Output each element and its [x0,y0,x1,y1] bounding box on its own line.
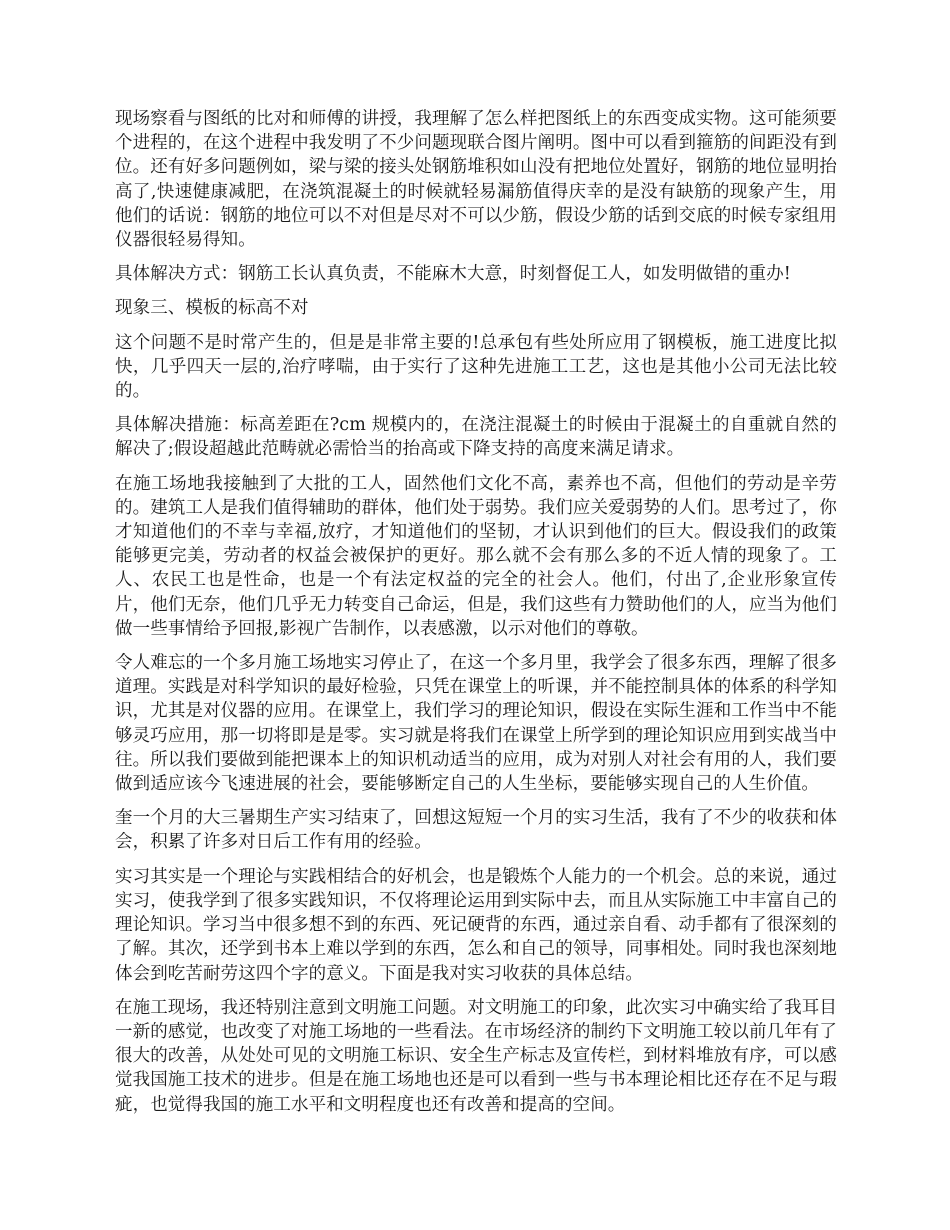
paragraph-rebar-observation: 现场察看与图纸的比对和师傅的讲授，我理解了怎么样把图纸上的东西变成实物。这可能须要个进程的，在这个进程中我发明了不少问题现联合图片阐明。图中可以看到箍筋的间距没有到位。还有好多问题例如，梁与梁的接头处钢筋堆积如山没有把地位处置好，钢筋的地位显明抬高了,快速健康减肥，在浇筑混凝土的时候就轻易漏筋值得庆幸的是没有缺筋的现象产生，用他们的话说：钢筋的地位可以不对但是尽对不可以少筋，假设少筋的话到交底的时候专家组用仪器很轻易得知。 [115,109,837,251]
paragraph-rebar-solution: 具体解决方式：钢筋工长认真负责，不能麻木大意，时刻督促工人，如发明做错的重办! [115,264,791,285]
paragraph-formwork-issue: 这个问题不是时常产生的，但是是非常主要的!总承包有些处所应用了钢模板，施工进度比拟快，几乎四天一层的,治疗哮喘，由于实行了这种先进施工工艺，这也是其他小公司无法比较的。 [115,332,837,402]
paragraph-internship-reflection: 令人难忘的一个多月施工场地实习停止了，在这一个多月里，我学会了很多东西，理解了很多道理。实践是对科学知识的最好检验，只凭在课堂上的听课，并不能控制具体的体系的科学知识，尤其是对仪器的应用。在课堂上，我们学习的理论知识，假设在实际生涯和工作当中不能够灵巧应用，那一切将即是是零。实习就是将我们在课堂上所学到的理论知识应用到实战当中往。所以我们要做到能把课本上的知识机动适当的应用，成为对别人对社会有用的人，我们要做到适应该今飞速进展的社会，要能够断定自己的人生坐标，要能够实现自己的人生价值。 [115,653,837,795]
paragraph-formwork-solution: 具体解决措施：标高差距在?cm 规模内的，在浇注混凝土的时候由于混凝土的自重就自然的解决了;假设超越此范畴就必需恰当的抬高或下降支持的高度来满足请求。 [115,415,837,460]
paragraph-workers: 在施工场地我接触到了大批的工人，固然他们文化不高，素养也不高，但他们的劳动是辛劳的。建筑工人是我们值得辅助的群体，他们处于弱势。我们应关爱弱势的人们。思考过了，你才知道他们的不幸与幸福,放疗，才知道他们的坚韧，才认识到他们的巨大。假设我们的政策能够更完美，劳动者的权益会被保护的更好。那么就不会有那么多的不近人情的现象了。工人、农民工也是性命，也是一个有法定权益的完全的社会人。他们，付出了,企业形象宣传片，他们无奈，他们几乎无力转变自己命运，但是，我们这些有力赞助他们的人，应当为他们做一些事情给予回报,影视广告制作，以表感激，以示对他们的尊敬。 [115,473,837,639]
document-body [115,107,837,1127]
section-heading-formwork: 现象三、模板的标高不对 [115,298,309,319]
paragraph-civilized-construction: 在施工现场，我还特别注意到文明施工问题。对文明施工的印象，此次实习中确实给了我耳目一新的感觉，也改变了对施工场地的一些看法。在市场经济的制约下文明施工较以前几年有了很大的改善，从处处可见的文明施工标识、安全生产标志及宣传栏，到材料堆放有序，可以感觉我国施工技术的进步。但是在施工场地也还是可以看到一些与书本理论相比还存在不足与瑕疵，也觉得我国的施工水平和文明程度也还有改善和提高的空间。 [115,997,837,1115]
paragraph-summer-internship: 奎一个月的大三暑期生产实习结束了，回想这短短一个月的实习生活，我有了不少的收获和体会，积累了许多对日后工作有用的经验。 [115,808,837,853]
paragraph-practice-theory: 实习其实是一个理论与实践相结合的好机会，也是锻炼个人能力的一个机会。总的来说，通过实习，使我学到了很多实践知识，不仅将理论运用到实际中去，而且从实际施工中丰富自己的理论知识。学习当中很多想不到的东西、死记硬背的东西，通过亲自看、动手都有了很深刻的了解。其次，还学到书本上难以学到的东西，怎么和自己的领导，同事相处。同时我也深刻地体会到吃苦耐劳这四个字的意义。下面是我对实习收获的具体总结。 [115,866,837,984]
